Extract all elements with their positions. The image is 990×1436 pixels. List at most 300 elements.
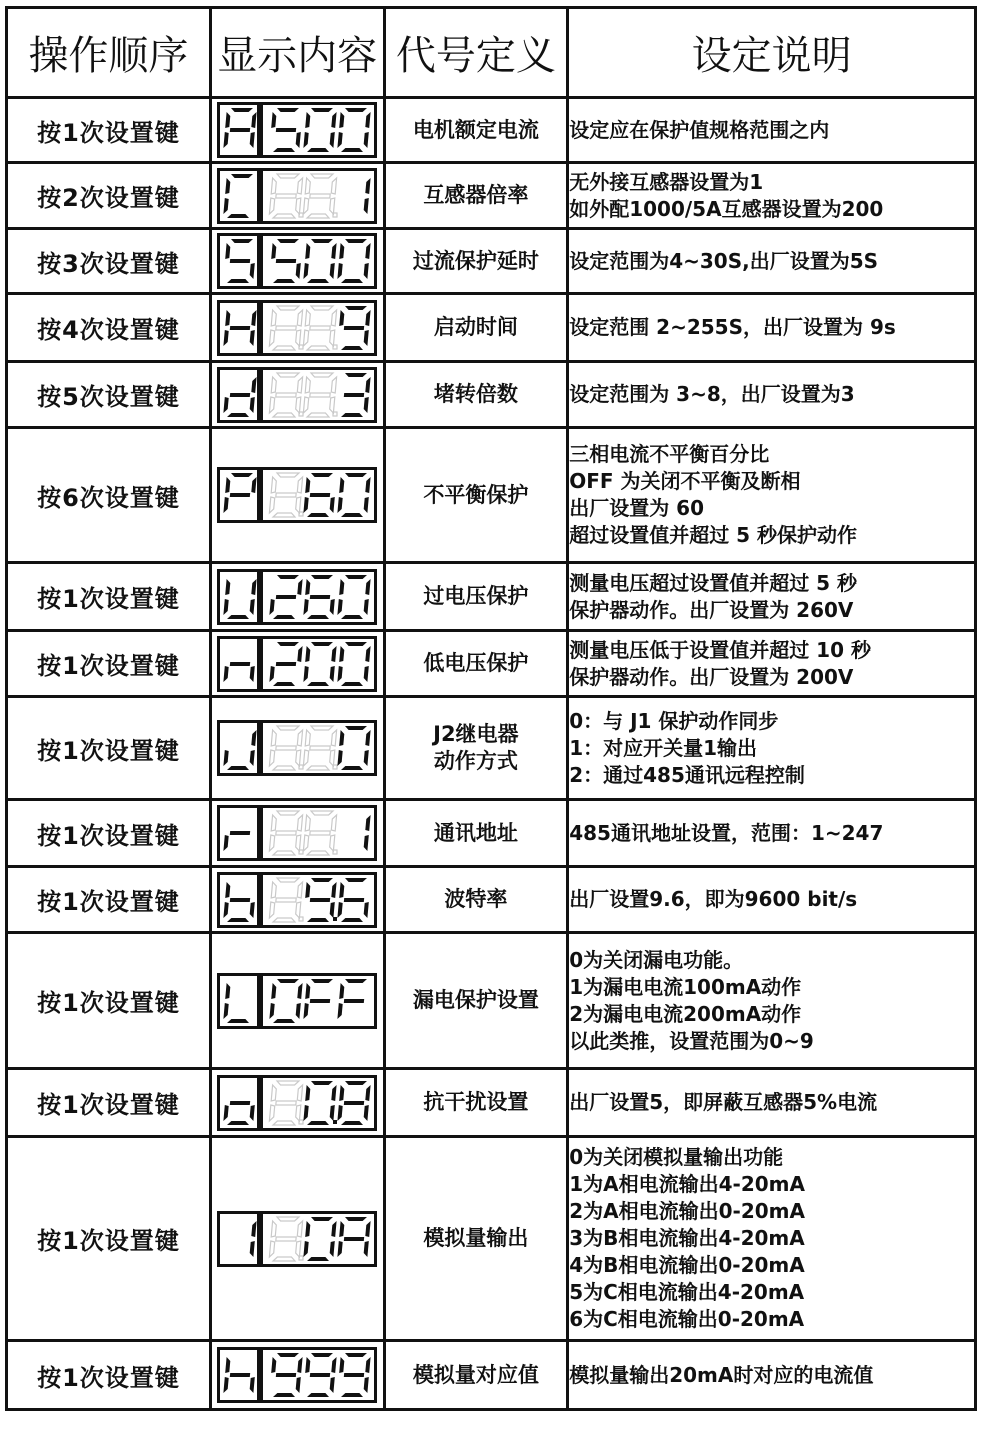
operation-cell: 按3次设置键 [7,229,211,294]
lcd-segment-b [365,1357,370,1373]
lcd-segment-c [364,902,369,918]
lcd-segment-f [339,815,344,831]
display-cell [210,98,384,163]
lcd-segment-a [311,1353,333,1357]
lcd-segment-a [231,575,253,579]
lcd-segment-b [331,112,336,128]
lcd-segment-c [296,1241,301,1257]
header-code: 代号定义 [384,8,568,98]
lcd-segment-g [344,1101,364,1105]
lcd-segment-a [345,473,367,477]
lcd-segment-e [338,198,343,214]
lcd-segment-d [227,1121,249,1125]
lcd-segment-f [339,377,344,393]
lcd-segment-b [331,983,336,999]
lcd-segment-f [271,1221,276,1237]
lcd-display [217,973,377,1029]
lcd-segment-e [224,835,229,851]
lcd-segment-f [339,243,344,259]
description-line: 超过设置值并超过 5 秒保护动作 [569,523,858,547]
lcd-segment-d [341,851,363,855]
lcd-segment-d [341,918,363,922]
lcd-segment-f [271,1357,276,1373]
code-cell [384,1069,568,1137]
lcd-segment-c [296,835,301,851]
lcd-segment-b [297,1357,302,1373]
lcd-segment-a [231,239,253,243]
lcd-segment-f [339,1357,344,1373]
code-line: 低电压保护 [423,651,529,675]
lcd-segment-a [311,979,333,983]
operation-cell: 按1次设置键 [7,697,211,800]
lcd-segment-d [227,413,249,417]
operation-cell: 按1次设置键 [7,1137,211,1341]
lcd-segment-c [364,666,369,682]
description-line: 无外接互感器设置为1 [569,169,764,194]
lcd-segment-a [311,878,333,882]
lcd-segment-f [271,477,276,493]
lcd-segment-d [273,918,295,922]
display-cell [210,362,384,428]
lcd-segment-d [227,279,249,283]
lcd-segment-e [304,330,309,346]
lcd-segment-a [231,1081,253,1085]
lcd-segment-e [224,666,229,682]
settings-table [5,6,977,1411]
lcd-segment-e [224,198,229,214]
lcd-digit [304,979,337,1023]
lcd-segment-g [230,999,250,1003]
lcd-segment-b [297,1085,302,1101]
lcd-segment-c [296,497,301,513]
lcd-segment-d [341,1393,363,1397]
lcd-segment-c [250,835,255,851]
lcd-segment-e [338,835,343,851]
code-line: 漏电保护设置 [412,988,539,1012]
code-cell [384,933,568,1069]
lcd-segment-b [297,112,302,128]
lcd-segment-e [338,750,343,766]
description-cell [568,697,976,800]
code-cell [384,697,568,800]
lcd-segment-e [224,397,229,413]
description-cell [568,294,976,362]
operation-cell: 按2次设置键 [7,163,211,229]
lcd-segment-a [311,1081,333,1085]
lcd-segment-e [338,1241,343,1257]
lcd-segment-g [344,662,364,666]
lcd-segment-c [330,198,335,214]
description-line: 保护器动作。出厂设置为 260V [569,597,854,622]
lcd-digit [224,1217,257,1261]
lcd-segment-c [364,599,369,615]
lcd-segment-g [230,393,250,397]
lcd-segment-f [339,579,344,595]
lcd-segment-g [344,898,364,902]
description-line: 如外配1000/5A互感器设置为200 [569,196,884,221]
lcd-segment-c [250,263,255,279]
lcd-digit [338,1217,371,1261]
description-line: 设定范围为 3~8，出厂设置为3 [569,382,855,406]
lcd-segment-a [231,878,253,882]
code-cell [384,563,568,631]
description-cell [568,98,976,163]
lcd-segment-c [364,835,369,851]
lcd-digit [338,306,371,350]
lcd-segment-e [270,599,275,615]
code-cell [384,800,568,867]
lcd-segment-d [341,513,363,517]
lcd-segment-d [227,918,249,922]
lcd-segment-d [307,615,329,619]
table-row [7,1069,976,1137]
lcd-digit [270,979,303,1023]
lcd-digit [338,811,371,855]
lcd-segment-e [338,397,343,413]
lcd-segment-f [271,243,276,259]
lcd-segment-e [304,902,309,918]
lcd-segment-b [251,646,256,662]
lcd-segment-e [304,497,309,513]
lcd-segment-e [338,330,343,346]
lcd-segment-b [331,477,336,493]
lcd-segment-a [277,473,299,477]
operation-cell: 按1次设置键 [7,98,211,163]
lcd-segment-c [250,132,255,148]
lcd-digit [304,174,338,218]
description-line: 以此类推，设置范围为0~9 [569,1028,814,1053]
lcd-segment-a [231,306,253,310]
lcd-segment-g [344,326,364,330]
description-cell [568,362,976,428]
lcd-segment-c [330,263,335,279]
code-line: 波特率 [444,887,508,911]
display-cell [210,800,384,867]
lcd-segment-a [277,306,299,310]
lcd-segment-g [310,194,330,198]
lcd-segment-f [305,377,310,393]
lcd-segment-f [225,377,230,393]
lcd-segment-f [225,882,230,898]
description-line: 1为A相电流输出4-20mA [569,1172,805,1196]
lcd-segment-d [307,214,329,218]
lcd-segment-e [304,1377,309,1393]
lcd-frame [219,1212,259,1265]
operation-cell: 按1次设置键 [7,1069,211,1137]
lcd-segment-g [344,493,364,497]
lcd-display [217,720,377,776]
code-line: 互感器倍率 [423,183,529,207]
lcd-segment-c [330,1377,335,1393]
lcd-digit [224,979,257,1023]
lcd-segment-f [339,730,344,746]
description-line: 测量电压超过设置值并超过 5 秒 [569,570,858,595]
lcd-segment-g [276,1373,296,1377]
lcd-segment-c [364,1377,369,1393]
lcd-segment-g [276,493,296,497]
lcd-segment-b [331,178,336,194]
lcd-segment-c [364,750,369,766]
lcd-segment-e [338,132,343,148]
lcd-digit [270,306,304,350]
lcd-segment-a [231,642,253,646]
lcd-segment-e [270,666,275,682]
lcd-segment-a [231,979,253,983]
lcd-segment-c [250,750,255,766]
lcd-segment-f [339,310,344,326]
display-cell [210,933,384,1069]
lcd-segment-e [304,750,309,766]
description-line: 485通讯地址设置，范围：1~247 [569,820,884,845]
lcd-segment-c [330,835,335,851]
lcd-segment-g [310,898,330,902]
lcd-digit [224,306,257,350]
lcd-segment-d [227,513,249,517]
lcd-segment-a [345,1353,367,1357]
lcd-digit [270,473,304,517]
lcd-segment-c [330,132,335,148]
lcd-segment-f [271,310,276,326]
lcd-digit [270,642,303,686]
lcd-segment-b [331,1085,336,1101]
description-line: OFF 为关闭不平衡及断相 [569,469,801,493]
lcd-segment-a [277,811,299,815]
lcd-segment-b [251,178,256,194]
lcd-segment-g [230,259,250,263]
lcd-segment-b [251,1221,256,1237]
code-line: 不平衡保护 [423,482,529,507]
code-cell [384,428,568,563]
description-line: 出厂设置5，即屏蔽互感器5%电流 [569,1090,878,1114]
lcd-segment-d [273,766,295,770]
lcd-digit [270,1353,303,1397]
lcd-segment-c [296,330,301,346]
lcd-segment-b [251,1357,256,1373]
lcd-segment-f [225,477,230,493]
table-row [7,294,976,362]
lcd-segment-f [305,579,310,595]
lcd-segment-e [338,1377,343,1393]
lcd-segment-c [296,198,301,214]
lcd-segment-a [311,473,333,477]
lcd-segment-g [344,999,364,1003]
lcd-segment-a [311,1217,333,1221]
lcd-segment-b [251,477,256,493]
lcd-segment-c [330,599,335,615]
lcd-segment-b [331,815,336,831]
lcd-segment-b [365,1221,370,1237]
lcd-segment-a [345,174,367,178]
code-line: J2继电器 [433,722,519,746]
operation-cell: 按1次设置键 [7,867,211,933]
lcd-segment-e [270,902,275,918]
lcd-digit [224,726,257,770]
lcd-segment-d [273,1121,295,1125]
lcd-segment-e [338,666,343,682]
lcd-segment-c [364,263,369,279]
description-line: 保护器动作。出厂设置为 200V [569,664,854,689]
description-line: 设定应在保护值规格范围之内 [569,117,830,142]
table-row [7,98,976,163]
description-cell [568,229,976,294]
lcd-segment-b [297,310,302,326]
lcd-segment-f [305,310,310,326]
description-cell [568,1341,976,1410]
lcd-segment-e [270,132,275,148]
lcd-segment-e [304,1003,309,1019]
lcd-segment-d [307,413,329,417]
operation-cell: 按5次设置键 [7,362,211,428]
lcd-segment-c [250,1105,255,1121]
lcd-digit [224,811,257,855]
display-cell [210,229,384,294]
lcd-segment-g [310,393,330,397]
lcd-segment-a [311,726,333,730]
lcd-display [217,300,377,356]
lcd-segment-c [250,902,255,918]
lcd-segment-c [296,397,301,413]
lcd-segment-c [330,1105,335,1121]
lcd-segment-d [227,851,249,855]
table-row [7,163,976,229]
lcd-segment-d [227,682,249,686]
header-display: 显示内容 [210,8,384,98]
lcd-segment-e [270,750,275,766]
lcd-display [217,872,377,928]
lcd-segment-f [271,882,276,898]
display-cell [210,1341,384,1410]
lcd-digit [304,642,337,686]
lcd-segment-g [230,1237,250,1241]
description-cell [568,1137,976,1341]
lcd-segment-g [276,999,296,1003]
lcd-segment-d [273,513,295,517]
lcd-segment-b [251,983,256,999]
operation-cell: 按1次设置键 [7,631,211,697]
description-line: 2为A相电流输出0-20mA [569,1199,805,1223]
lcd-segment-d [307,279,329,283]
description-line: 设定范围为4~30S,出厂设置为5S [569,248,879,273]
lcd-segment-g [310,1373,330,1377]
description-cell [568,163,976,229]
lcd-digit [338,575,371,619]
description-line: 出厂设置9.6，即为9600 bit/s [569,887,858,911]
lcd-segment-d [341,682,363,686]
table-row [7,631,976,697]
lcd-digit [270,373,304,417]
lcd-segment-b [251,882,256,898]
operation-cell: 按1次设置键 [7,1341,211,1410]
lcd-segment-f [271,730,276,746]
lcd-segment-g [230,746,250,750]
lcd-segment-f [339,1085,344,1101]
lcd-segment-d [227,148,249,152]
lcd-digit [338,878,371,922]
lcd-segment-e [224,497,229,513]
lcd-digit [338,642,371,686]
lcd-segment-d [307,766,329,770]
lcd-segment-c [250,1003,255,1019]
lcd-segment-d [273,615,295,619]
lcd-segment-f [225,579,230,595]
lcd-segment-e [304,1105,309,1121]
lcd-segment-g [276,326,296,330]
lcd-digit [338,473,371,517]
lcd-digit [304,878,338,922]
lcd-segment-d [227,214,249,218]
lcd-display [217,367,377,423]
table-row [7,428,976,563]
lcd-segment-e [224,1241,229,1257]
lcd-decimal-point [333,917,337,921]
lcd-segment-e [270,1105,275,1121]
lcd-segment-f [305,477,310,493]
lcd-segment-f [225,983,230,999]
lcd-segment-e [224,1003,229,1019]
lcd-segment-e [338,599,343,615]
lcd-digit [270,1217,304,1261]
lcd-segment-a [311,239,333,243]
lcd-segment-f [305,178,310,194]
code-line: 堵转倍数 [433,382,518,406]
lcd-segment-e [270,330,275,346]
lcd-segment-a [277,878,299,882]
lcd-segment-d [273,346,295,350]
lcd-digit [224,174,257,218]
lcd-segment-c [296,666,301,682]
header-description: 设定说明 [568,8,976,98]
description-cell [568,428,976,563]
lcd-segment-e [270,198,275,214]
lcd-segment-a [277,1217,299,1221]
lcd-segment-a [311,174,333,178]
lcd-decimal-point [333,1120,337,1124]
lcd-segment-b [365,1085,370,1101]
lcd-segment-g [276,1237,296,1241]
lcd-segment-b [365,477,370,493]
lcd-segment-a [277,174,299,178]
table-row [7,563,976,631]
lcd-digit [338,1353,371,1397]
lcd-segment-g [230,831,250,835]
lcd-segment-f [339,882,344,898]
description-line: 4为B相电流输出0-20mA [569,1253,805,1277]
code-line: 过流保护延时 [412,248,539,273]
lcd-digit [224,642,257,686]
lcd-segment-b [331,243,336,259]
lcd-segment-a [345,575,367,579]
lcd-segment-f [271,646,276,662]
lcd-segment-c [250,497,255,513]
lcd-segment-c [296,1377,301,1393]
lcd-segment-d [307,1393,329,1397]
lcd-segment-a [311,373,333,377]
lcd-digit [338,108,371,152]
lcd-segment-a [311,811,333,815]
lcd-segment-a [277,1353,299,1357]
lcd-segment-g [310,259,330,263]
lcd-segment-a [277,575,299,579]
lcd-digit [224,239,257,283]
lcd-segment-b [331,310,336,326]
lcd-segment-g [230,1101,250,1105]
lcd-display [217,569,377,625]
lcd-digit [224,878,257,922]
lcd-segment-g [344,831,364,835]
lcd-segment-a [345,239,367,243]
lcd-segment-d [273,413,295,417]
lcd-segment-f [225,178,230,194]
